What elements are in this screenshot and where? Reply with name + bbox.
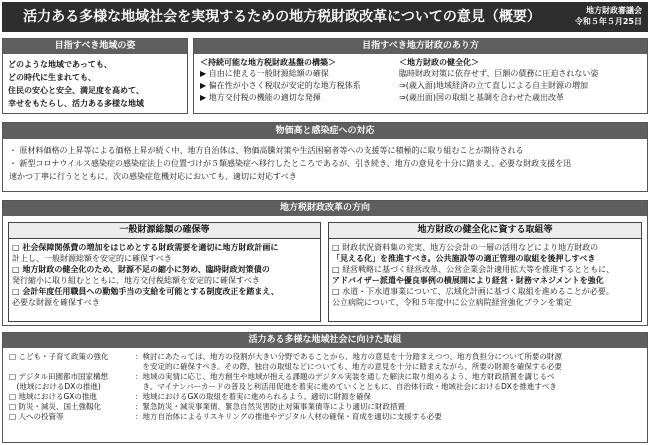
finance-right-item: ⇒(歳出面)国の取組と基調を合わせた歳出改革 — [399, 93, 564, 102]
reform-left-line: 発行縮小に取り組むとともに、地方交付税総額を安定的に確保すべき — [12, 276, 260, 285]
finance-left-heading: ＜持続可能な地方税財政基盤の構築＞ — [200, 58, 336, 67]
finance-section — [193, 38, 648, 114]
vision-line: どの時代に生まれても、 — [8, 73, 96, 82]
reform-right-panel — [328, 222, 642, 322]
row-label: □ 防災・減災、国土強靱化 — [9, 402, 101, 411]
row-label: □ こども・子育て政策の強化 — [9, 352, 109, 361]
inflation-line: ・ 原材料価格の上昇等による価格上昇が続く中、地方自治体は、物価高騰対策や生活困窮者等への支援等に積極的に取り組むことが期待される — [9, 146, 524, 155]
row-label: □ 地域におけるGXの推進 — [9, 392, 97, 401]
reform-right-line: 公立病院について、令和５年度中に公立病院経営強化プランを策定 — [332, 298, 572, 307]
finance-right-heading: ＜地方財政の健全化＞ — [399, 58, 479, 67]
row-text: ：緊急防災・減災事業債、緊急自然災害防止対策事業債等により適切に財政措置 — [135, 402, 405, 411]
reform-right-line: □ 経営戦略に基づく経営改革、公営企業会計適用拡大等を推進するとともに、 — [332, 265, 615, 274]
row-text: き。マイナンバーカードの普及と利活用促進を着実に進めていくとともに、自治体行政・地域社会におけるDXを推進すべき — [135, 382, 557, 391]
finance-left-item: ▶ 偏在性が小さく税収が安定的な地方税体系 — [200, 81, 361, 90]
issue-date: 令和５年５月25日 — [574, 17, 642, 26]
reform-left-panel — [8, 222, 321, 322]
row-label: □ デジタル田園都市国家構想 — [9, 372, 109, 381]
inflation-section — [2, 122, 648, 192]
finance-right-item: 臨時財政対策に依存せず、巨額の債務に圧迫されない姿 — [399, 69, 599, 78]
table-row — [7, 402, 643, 412]
reform-left-line: □ 地方財政の健全化のため、財源不足の縮小に努め、臨時財政対策債の — [12, 265, 270, 274]
finance-left-item: ▶ 地方交付税の機能の適切な発揮 — [200, 93, 321, 102]
reform-left-line: □ 社会保障関係費の増加をはじめとする財政需要を適切に地方財政計画に — [12, 243, 279, 252]
inflation-line: 速かつ丁寧に行うとともに、次の感染症危機対応においても、適切に対応すべき — [9, 172, 297, 181]
reform-right-line: アドバイザー派遣や優良事例の横展開により経営・財務マネジメントを強化 — [332, 276, 604, 285]
row-label: (地域におけるDXの推進) — [9, 382, 101, 391]
title-bar — [2, 2, 648, 32]
reform-right-line: 「見える化」を推進すべき。公共施設等の適正管理の取組を後押しすべき — [332, 254, 596, 263]
table-row — [7, 412, 643, 422]
row-text: ：地方自治体によるリスキリングの推進やデジタル人材の確保・育成を適切に支援する必要 — [135, 412, 442, 421]
reform-header: 地方税財政改革の方向 — [3, 201, 647, 216]
vision-section — [2, 38, 188, 114]
org-block — [575, 5, 642, 27]
table-row — [7, 382, 643, 392]
reform-left-line: □ 会計年度任用職員への勤勉手当の支給を可能とする制度改正を踏まえ、 — [12, 287, 279, 296]
finance-right-item: ⇒(歳入面)地域経済の立て直しによる自主財源の増加 — [399, 81, 588, 90]
table-row — [7, 352, 643, 362]
table-row — [7, 372, 643, 382]
row-text: ：地域におけるGXの取組を着実に進められるよう、適切に財源を確保 — [135, 392, 371, 401]
org-name: 地方財政審議会 — [586, 6, 642, 15]
inflation-line: ・ 新型コロナウイルス感染症の感染症法上の位置づけが５類感染症へ移行したところであるが、引き続き、地方の意見を十分に踏まえ、必要な財政支援を迅 — [9, 159, 572, 168]
finance-right — [399, 57, 644, 104]
reform-right-title: 地方財政の健全化に資する取組等 — [329, 223, 641, 239]
inflation-header: 物価高と感染症への対応 — [3, 123, 647, 139]
vision-line: どのような地域であっても、 — [8, 60, 112, 69]
finance-left-item: ▶ 自由に使える一般財源総額の確保 — [200, 69, 329, 78]
initiatives-header: 活力ある多様な地域社会に向けた取組 — [3, 333, 647, 348]
row-label — [7, 362, 133, 372]
vision-line: 幸せをもたらし、活力ある多様な地域 — [8, 99, 144, 108]
vision-header: 目指すべき地域の姿 — [3, 39, 187, 54]
initiatives-table — [7, 352, 643, 422]
reform-left-line: 計上し、一般財源総額を安定的に確保すべき — [12, 254, 172, 263]
reform-left-title: 一般財源総額の確保等 — [9, 223, 320, 239]
table-row — [7, 392, 643, 402]
vision-text — [3, 54, 187, 110]
reform-right-line: □ 水道・下水道事業について、広域化計画に基づく取組を進めることが必要。 — [332, 287, 614, 296]
finance-left — [200, 57, 415, 104]
row-label: □ 人への投資等 — [9, 412, 64, 421]
row-text: ：検討にあたっては、地方の役割が大きい分野であることから、地方の意見を十分踏まえつつ、地方負担分について所要の財源 — [135, 352, 562, 361]
row-text: ：地域の実情に応じ、地方創生や地域が抱える課題のデジタル実装を通した解決に取り組めるよう、地方財政措置を講じるべ — [135, 372, 555, 381]
reform-section — [2, 200, 648, 326]
initiatives-section — [2, 332, 648, 443]
finance-header: 目指すべき地方財政のあり方 — [194, 39, 647, 54]
table-row — [7, 362, 643, 372]
page-title: 活力ある多様な地域社会を実現するための地方税財政改革についての意見（概要） — [23, 9, 541, 25]
row-text: を安定的に確保すべき。その際、独自の取組などについても、地方の意見を十分に踏まえながら、所要の財源を確保する必要 — [135, 362, 562, 371]
reform-left-line: 必要な財源を確保すべき — [12, 298, 100, 307]
reform-right-line: □ 財政状況資料集の充実、地方公会計の一層の活用などにより地方財政の — [332, 243, 599, 252]
vision-line: 住民の安心と安全、満足度を高めて、 — [8, 86, 144, 95]
